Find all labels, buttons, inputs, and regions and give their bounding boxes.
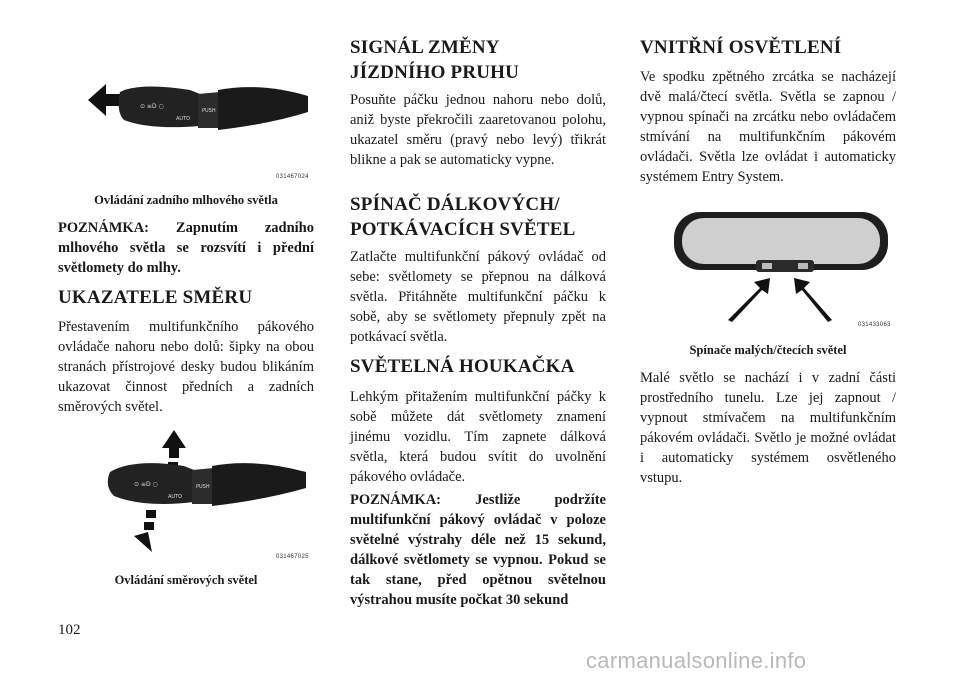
stalk-push-mark: PUSH [202, 108, 216, 114]
reading-light-switch-left [762, 263, 772, 269]
watermark-text: carmanualsonline.info [586, 648, 807, 673]
page-number: 102 [58, 622, 81, 638]
stalk-body [212, 463, 306, 506]
rear-fog-switch-figure [80, 72, 312, 180]
heading-beam-switch: SPÍNAČ DÁLKOVÝCH/ POTKÁVACÍCH SVĚTEL [350, 194, 576, 240]
stalk-auto-mark: AUTO [176, 116, 191, 122]
note-flash-timeout: POZNÁMKA: Jestliže podržíte multifunkční pákový ovládač v poloze světelné výstrahy déle než 15 sekund, dálkové světlomety se vypnou. Pokud se tak stane, před opětnou světelnou výstrahou musíte počkat 30 sekund [350, 492, 606, 608]
stalk-body [218, 87, 308, 130]
note-rear-fog: POZNÁMKA: Zapnutím zadního mlhového světla se rozsvítí i přední světlomety do mlhy. [58, 220, 314, 276]
figure-caption: Ovládání směrových světel [114, 573, 258, 587]
stalk-symbols: ⊙ ≡D ○ [140, 103, 164, 110]
figure-code: 031467024 [276, 174, 309, 180]
paragraph-interior-lights: Ve spodku zpětného zrcátka se nacházejí dvě malá/čtecí světla. Světla se zapnou / vypnou spínači na zrcátku nebo ovládačem stmívání na multifunkčním pákovém ovládači. Světla lze ovládat i automaticky systémem Entry System. [640, 69, 896, 185]
paragraph-turn-signals: Přestavením multifunkčního pákového ovládače nahoru nebo dolů: šipky na obou stranách přístrojové desky budou blikáním ukazovat činnost předních a zadních směrových světel. [58, 319, 314, 415]
arrow-down-dash [144, 522, 154, 530]
arrow-down-icon [134, 532, 152, 552]
stalk-auto-mark: AUTO [168, 494, 183, 500]
stalk-push-mark: PUSH [196, 484, 210, 490]
arrow-up-icon [162, 430, 186, 458]
paragraph-lane-change: Posuňte páčku jednou nahoru nebo dolů, aniž byste překročili zaaretovanou polohu, ukazatel směru (pravý nebo levý) třikrát blikne a pak se automaticky vypne. [350, 92, 606, 168]
paragraph-flash-to-pass: Lehkým přitažením multifunkční páčky k sobě můžete dát světlomety znamení jinému vozidlu. Tím zapnete dálková světla, která budou svítit do uvolnění pákového ovládače. [350, 389, 606, 485]
heading-lane-change: SIGNÁL ZMĚNY JÍZDNÍHO PRUHU [350, 37, 520, 83]
arrow-up-left-icon [794, 278, 832, 322]
figure-caption: Spínače malých/čtecích světel [689, 343, 847, 357]
turn-signal-figure [94, 428, 314, 558]
heading-turn-signals: UKAZATELE SMĚRU [58, 287, 253, 308]
arrow-up-right-icon [728, 278, 770, 322]
figure-caption: Ovládání zadního mlhového světla [94, 193, 278, 207]
mirror-reading-lights-figure [670, 208, 896, 324]
arrow-left-icon [88, 84, 120, 116]
stalk-symbols: ⊙ ≡D ○ [134, 481, 158, 488]
paragraph-beam-switch: Zatlačte multifunkční pákový ovládač od sebe: světlomety se přepnou na dálková světla. Přitáhněte multifunkční páčku k sobě, aby se světlomety přepnuly zpět na potkávací světla. [350, 249, 606, 345]
reading-light-switch-right [798, 263, 808, 269]
figure-code: 031467025 [276, 554, 309, 560]
paragraph-small-light: Malé světlo se nachází i v zadní části prostředního tunelu. Lze jej zapnout / vypnout stmívačem na multifunkčním pákovém ovládači. Světlo je možné ovládat i automaticky systémem osvětleného vstupu. [640, 370, 896, 486]
arrow-down-dash [146, 510, 156, 518]
mirror-glass [682, 218, 880, 264]
figure-code: 031433063 [858, 322, 891, 328]
heading-flash-to-pass: SVĚTELNÁ HOUKAČKA [350, 356, 575, 377]
heading-interior-lights: VNITŘNÍ OSVĚTLENÍ [640, 37, 842, 58]
